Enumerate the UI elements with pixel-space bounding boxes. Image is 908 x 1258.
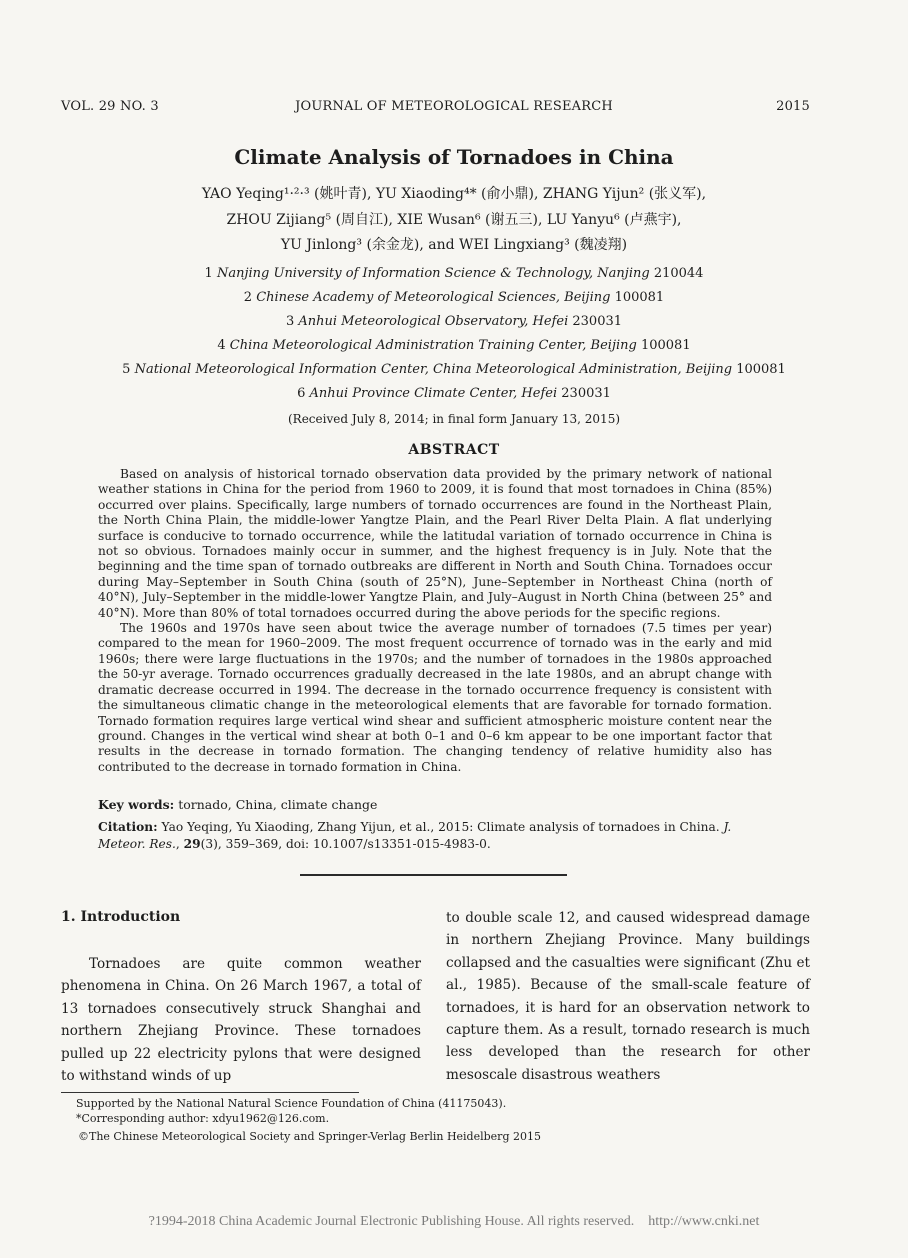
- author-line-2: ZHOU Zijiang⁵ (周自江), XIE Wusan⁶ (谢五三), LU Yanyu⁶ (卢燕宇),: [226, 212, 682, 228]
- citation-text: Yao Yeqing, Yu Xiaoding, Zhang Yijun, et al., 2015: Climate analysis of tornadoes in China.: [161, 820, 720, 834]
- journal-name: JOURNAL OF METEOROLOGICAL RESEARCH: [295, 99, 613, 114]
- intro-right-column: [446, 907, 810, 1086]
- abstract-heading: ABSTRACT: [408, 442, 500, 458]
- footnote-funding: Supported by the National Natural Science Foundation of China (41175043).: [76, 1097, 507, 1110]
- abstract-body: [98, 467, 772, 775]
- affiliation-1: 1 Nanjing University of Information Science & Technology, Nanjing 210044: [204, 266, 704, 281]
- volume-label: VOL. 29 NO. 3: [61, 99, 159, 114]
- citation-pages-doi[interactable]: (3), 359–369, doi: 10.1007/s13351-015-4983-0.: [200, 837, 491, 851]
- affiliation-2: 2 Chinese Academy of Meteorological Sciences, Beijing 100081: [243, 290, 665, 305]
- cnki-notice: ?1994-2018 China Academic Journal Electronic Publishing House. All rights reserved. http://www.cnki.net: [148, 1214, 760, 1229]
- section-heading-introduction: 1. Introduction: [61, 909, 181, 925]
- received-dates: (Received July 8, 2014; in final form January 13, 2015): [287, 412, 621, 426]
- year-label: 2015: [776, 99, 810, 114]
- citation-journal: J. Meteor. Res.: [98, 820, 732, 851]
- affiliation-3: 3 Anhui Meteorological Observatory, Hefei 230031: [285, 314, 623, 329]
- footnote-corresponding: *Corresponding author: xdyu1962@126.com.: [76, 1112, 330, 1125]
- citation-label: Citation:: [98, 820, 158, 834]
- keywords-label: Key words:: [98, 797, 175, 812]
- citation-volume: 29: [183, 837, 201, 851]
- intro-paragraph-right: to double scale 12, and caused widespread damage in northern Zhejiang Province. Many buildings collapsed and the casualties were significant (Zhu et al., 1985). Because of the small-scale feature of tornadoes, it is hard for an observation network to capture them. As a result, tornado research is much less developed than the research for other mesoscale disastrous weathers: [446, 910, 810, 1083]
- author-line-3: YU Jinlong³ (余金龙), and WEI Lingxiang³ (魏凌翔): [280, 237, 628, 253]
- citation: Citation: Yao Yeqing, Yu Xiaoding, Zhang Yijun, et al., 2015: Climate analysis of tornadoes in China. J. Meteor. Res., 29(3), 359–369, doi: 10.1007/s13351-015-4983-0.: [98, 820, 732, 851]
- abstract-paragraph-1: Based on analysis of historical tornado observation data provided by the primary network of national weather stations in China for the period from 1960 to 2009, it is found that most tornadoes in China (85%) occurred over plains. Specifically, large numbers of tornado occurrences are found in the Northeast Plain, the North China Plain, the middle-lower Yangtze Plain, and the Pearl River Delta Plain. A flat underlying surface is conducive to tornado occurrence, while the latitudal variation of tornado occurrence in China is not so obvious. Tornadoes mainly occur in summer, and the highest frequency is in July. Note that the beginning and the time span of tornado outbreaks are different in North and South China. Tornadoes occur during May–September in South China (south of 25°N), June–September in Northeast China (north of 40°N), July–September in the middle-lower Yangtze Plain, and July–August in North China (between 25° and 40°N). More than 80% of total tornadoes occurred during the above periods for the specific regions.: [98, 467, 772, 620]
- footnote-copyright: ©The Chinese Meteorological Society and Springer-Verlag Berlin Heidelberg 2015: [78, 1130, 541, 1143]
- keywords-text: tornado, China, climate change: [178, 797, 378, 812]
- abstract-divider: [300, 874, 567, 876]
- affiliation-5: 5 National Meteorological Information Center, China Meteorological Administration, Beijing 100081: [122, 362, 786, 377]
- affiliation-4: 4 China Meteorological Administration Training Center, Beijing 100081: [217, 338, 691, 353]
- paper-title: Climate Analysis of Tornadoes in China: [234, 145, 674, 169]
- author-line-1: YAO Yeqing¹·²·³ (姚叶青), YU Xiaoding⁴* (俞小鼎), ZHANG Yijun² (张义军),: [201, 186, 707, 202]
- intro-paragraph-left: Tornadoes are quite common weather phenomena in China. On 26 March 1967, a total of 13 tornadoes consecutively struck Shanghai and northern Zhejiang Province. These tornadoes pulled up 22 electricity pylons that were designed to withstand winds of up: [61, 956, 421, 1085]
- affiliation-6: 6 Anhui Province Climate Center, Hefei 230031: [297, 386, 611, 401]
- footnote-rule: [61, 1092, 359, 1093]
- intro-left-column: [61, 953, 421, 1087]
- keywords: [98, 797, 377, 812]
- abstract-paragraph-2: The 1960s and 1970s have seen about twice the average number of tornadoes (7.5 times per year) compared to the mean for 1960–2009. The most frequent occurrence of tornado was in the early and mid 1960s; there were large fluctuations in the 1970s; and the number of tornadoes in the 1980s approached the 50-yr average. Tornado occurrences gradually decreased in the late 1980s, and an abrupt change with dramatic decrease occurred in 1994. The decrease in the tornado occurrence frequency is consistent with the simultaneous climatic change in the meteorological elements that are favorable for tornado formation. Tornado formation requires large vertical wind shear and sufficient atmospheric moisture content near the ground. Changes in the vertical wind shear at both 0–1 and 0–6 km appear to be one important factor that results in the decrease in tornado formation. The changing tendency of relative humidity also has contributed to the decrease in tornado formation in China.: [98, 621, 772, 774]
